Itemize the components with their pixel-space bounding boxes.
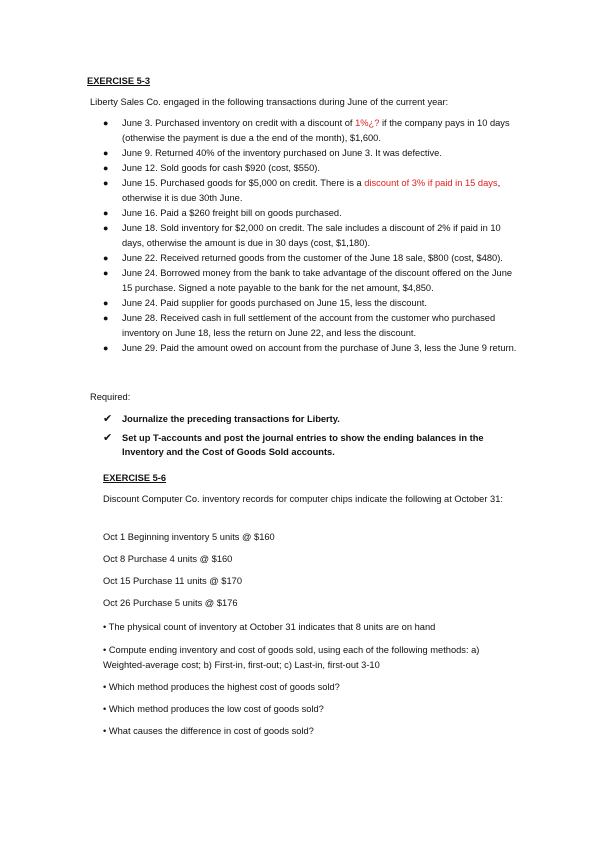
inventory-record: Oct 26 Purchase 5 units @ $176 [103, 598, 238, 608]
exercise-5-3-intro: Liberty Sales Co. engaged in the following transactions during June of the current year: [90, 97, 449, 107]
list-item: ● June 9. Returned 40% of the inventory purchased on June 3. It was defective. [103, 146, 523, 161]
required-list [103, 412, 523, 464]
question-item: • What causes the difference in cost of goods sold? [103, 726, 314, 736]
list-item: ● June 15. Purchased goods for $5,000 on credit. There is a discount of 3% if paid in 15 days, otherwise it is due 30th June. [103, 178, 501, 203]
list-item: ● June 24. Borrowed money from the bank to take advantage of the discount offered on the June 15 purchase. Signed a note payable to the bank for the net amount, $4,850. [103, 268, 513, 293]
transaction-list [103, 116, 523, 356]
list-item: ✔ Set up T-accounts and post the journal entries to show the ending balances in the Inventory and the Cost of Goods Sold accounts. [103, 431, 484, 458]
question-item: • Which method produces the low cost of goods sold? [103, 704, 324, 714]
list-item: ● June 12. Sold goods for cash $920 (cost, $550). [103, 161, 523, 176]
inventory-record: Oct 8 Purchase 4 units @ $160 [103, 554, 233, 564]
bullet-icon: ● [103, 297, 109, 308]
bullet-icon: ● [103, 223, 109, 234]
question-item: • Compute ending inventory and cost of goods sold, using each of the following methods: a) Weighted-average cost; b) First-in, first-out; c) Last-in, first-out 3-10 [103, 645, 480, 670]
list-item: ● June 3. Purchased inventory on credit with a discount of 1%¿? if the company pays in 10 days (otherwise the payment is due a the end of the month), $1,600. [103, 118, 510, 143]
bullet-icon: ● [103, 313, 109, 324]
required-label: Required: [90, 392, 131, 402]
bullet-icon: ● [103, 178, 109, 189]
bullet-icon: ● [103, 118, 109, 128]
bullet-icon: ● [103, 252, 109, 263]
list-item: ● June 22. Received returned goods from the customer of the June 18 sale, $800 (cost, $480). [103, 251, 523, 266]
bullet-icon: ● [103, 207, 109, 218]
bullet-icon: ● [103, 342, 109, 353]
exercise-5-6-heading: EXERCISE 5-6 [103, 473, 167, 483]
bullet-icon: ● [103, 147, 109, 158]
exercise-5-3-heading: EXERCISE 5-3 [87, 76, 151, 86]
question-item: • Which method produces the highest cost of goods sold? [103, 682, 340, 692]
bullet-icon: ● [103, 268, 109, 279]
inventory-record: Oct 1 Beginning inventory 5 units @ $160 [103, 532, 275, 542]
checkmark-icon: ✔ [103, 431, 113, 444]
list-item: ✔ Journalize the preceding transactions for Liberty. [103, 413, 340, 425]
question-item: • The physical count of inventory at October 31 indicates that 8 units are on hand [103, 622, 436, 632]
highlighted-text: discount of 3% if paid in 15 days [364, 178, 498, 189]
checkmark-icon: ✔ [103, 413, 113, 425]
inventory-record: Oct 15 Purchase 11 units @ $170 [103, 576, 242, 586]
exercise-5-6-intro: Discount Computer Co. inventory records for computer chips indicate the following at October 31: [103, 494, 503, 504]
list-item: ● June 16. Paid a $260 freight bill on goods purchased. [103, 206, 523, 221]
list-item: ● June 29. Paid the amount owed on account from the purchase of June 3, less the June 9 return. [103, 341, 523, 356]
list-item: ● June 28. Received cash in full settlement of the account from the customer who purchased inventory on June 18, less the return on June 22, and less the discount. [103, 313, 496, 338]
highlighted-text: 1%¿? [355, 118, 380, 128]
bullet-icon: ● [103, 162, 109, 173]
list-item: ● June 18. Sold inventory for $2,000 on credit. The sale includes a discount of 2% if paid in 10 days, otherwise the amount is due in 30 days (cost, $1,180). [103, 223, 501, 248]
list-item: ● June 24. Paid supplier for goods purchased on June 15, less the discount. [103, 296, 523, 311]
